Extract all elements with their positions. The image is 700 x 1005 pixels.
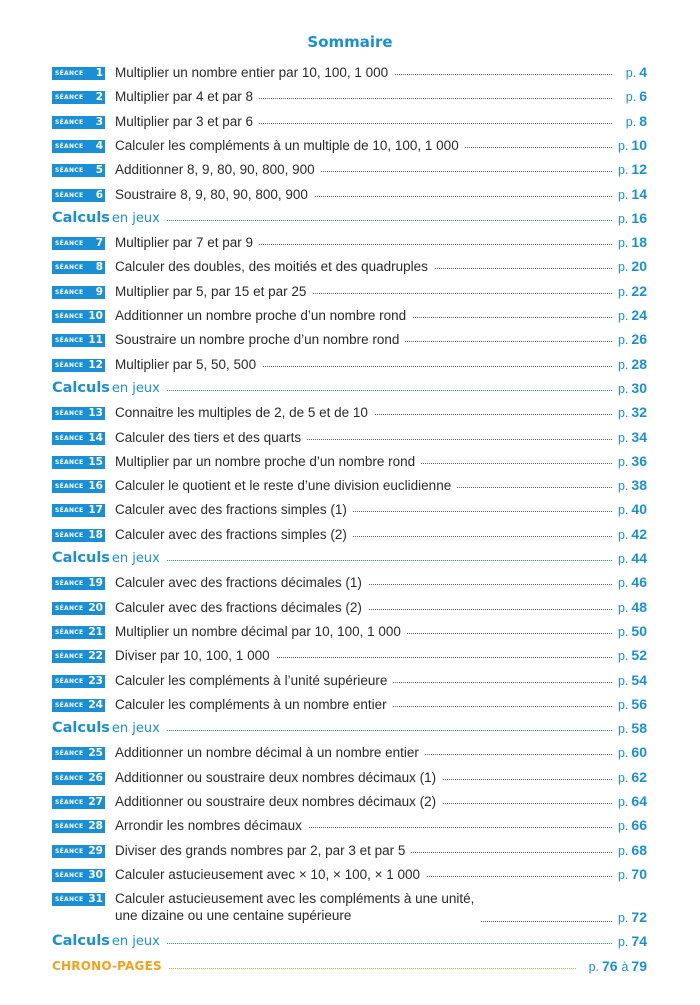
toc-entry-seance-8 [0, 256, 700, 278]
page-reference: p. 50 [614, 623, 647, 641]
page-reference: p. 22 [614, 283, 647, 301]
seance-word: SÉANCE [55, 701, 84, 709]
entry-title: Soustraire un nombre proche d’un nombre rond [115, 331, 405, 348]
seance-number: 11 [88, 334, 103, 347]
page-number: 22 [631, 282, 647, 299]
chrono-pages-label: CHRONO-PAGES [52, 957, 168, 975]
dot-leader [160, 220, 612, 221]
entry-title: Calculer astucieusement avec les compléments à une unité, une dizaine ou une centaine supérieure [115, 890, 480, 924]
seance-badge [52, 820, 105, 833]
page-number: 40 [631, 501, 647, 518]
page-number: 28 [631, 355, 647, 372]
entry-title: Multiplier un nombre décimal par 10, 100, 1 000 [115, 623, 407, 640]
page-number: 4 [639, 64, 647, 80]
entry-title: Additionner un nombre décimal à un nombre entier [115, 744, 425, 761]
page-number: 46 [631, 574, 647, 591]
seance-badge [52, 699, 105, 712]
seance-number: 25 [88, 747, 103, 760]
seance-word: SÉANCE [55, 118, 84, 126]
seance-badge [52, 869, 105, 882]
seance-word: SÉANCE [55, 313, 84, 320]
toc-entry-seance-22 [0, 645, 700, 667]
seance-badge [52, 432, 105, 445]
toc-entry-seance-24 [0, 694, 700, 716]
seance-number: 20 [88, 601, 103, 614]
seance-number: 10 [88, 310, 103, 322]
page-number: 26 [631, 331, 647, 348]
page-number: 72 [631, 909, 647, 926]
entry-title: Additionner ou soustraire deux nombres décimaux (1) [115, 769, 442, 786]
page-number: 62 [631, 768, 647, 785]
entry-title: Multiplier par 5, par 15 et par 25 [115, 283, 312, 300]
seance-number: 28 [88, 820, 103, 833]
page-number: 24 [631, 307, 647, 323]
page-number: 32 [631, 404, 647, 421]
toc-entry-calculs-en-jeux [0, 931, 700, 953]
toc-entry-seance-11 [0, 329, 700, 351]
seance-badge [52, 67, 105, 80]
page-number: 68 [631, 841, 647, 858]
seance-number: 2 [95, 91, 103, 104]
page-title: Sommaire [307, 33, 393, 51]
page-reference: p. 28 [614, 356, 647, 374]
page-reference: p. 42 [614, 526, 647, 544]
entry-title: Calculer astucieusement avec × 10, × 100, × 1 000 [115, 866, 426, 883]
page-number: 38 [631, 477, 647, 494]
toc-entry-seance-12 [0, 354, 700, 376]
seance-word: SÉANCE [55, 774, 84, 782]
toc-entry-seance-20 [0, 597, 700, 619]
seance-number: 1 [95, 67, 103, 79]
seance-number: 31 [88, 893, 103, 906]
seance-number: 17 [88, 504, 103, 517]
toc-entry-calculs-en-jeux [0, 208, 700, 230]
entry-title: Multiplier par 5, 50, 500 [115, 356, 262, 373]
seance-number: 5 [95, 164, 103, 177]
toc-entry-seance-6 [0, 184, 700, 206]
seance-badge [52, 602, 105, 615]
toc-entry-seance-29 [0, 840, 700, 862]
entry-title: Diviser des grands nombres par 2, par 3 et par 5 [115, 842, 411, 859]
toc-entry-seance-26 [0, 767, 700, 789]
page-reference: p. 4 [622, 64, 647, 82]
seance-word: SÉANCE [55, 361, 84, 369]
entry-title: Multiplier par 4 et par 8 [115, 88, 259, 105]
seance-word: SÉANCE [55, 288, 84, 296]
seance-badge [52, 91, 105, 104]
page-reference: p. 12 [614, 161, 647, 179]
seance-word: SÉANCE [55, 458, 84, 466]
page-number: 20 [631, 258, 647, 275]
page-number-start: 76 [602, 957, 618, 974]
seance-word: SÉANCE [55, 142, 84, 150]
toc-entry-seance-31 [0, 888, 700, 930]
entry-title: Calculer des tiers et des quarts [115, 429, 307, 446]
seance-word: SÉANCE [55, 896, 84, 904]
page-number: 12 [631, 161, 647, 178]
seance-word: SÉANCE [55, 191, 84, 199]
page-reference: p. 10 [614, 137, 647, 155]
seance-badge [52, 140, 105, 153]
seance-number: 30 [88, 868, 103, 881]
entry-title: Additionner ou soustraire deux nombres décimaux (2) [115, 793, 442, 810]
page-number: 30 [631, 379, 647, 396]
entry-title: Calculer les compléments à l’unité supérieure [115, 672, 393, 689]
seance-word: SÉANCE [55, 531, 84, 539]
page-number: 14 [631, 185, 647, 202]
entry-title: Calculer le quotient et le reste d’une division euclidienne [115, 477, 457, 494]
page-number-end: 79 [631, 957, 647, 974]
toc-entry-seance-21 [0, 621, 700, 643]
toc-entry-calculs-en-jeux [0, 718, 700, 740]
seance-badge [52, 237, 105, 250]
toc-entry-seance-5 [0, 159, 700, 181]
page-number: 58 [631, 720, 647, 737]
seance-number: 6 [95, 188, 103, 201]
seance-word: SÉANCE [55, 604, 84, 612]
seance-number: 9 [95, 285, 103, 298]
page-reference: p. 34 [614, 429, 647, 447]
seance-number: 21 [88, 625, 103, 638]
seance-number: 7 [95, 237, 103, 250]
page-reference: p. 58 [614, 720, 647, 738]
entry-title: Calculer avec des fractions décimales (2) [115, 599, 368, 616]
toc-entry-seance-3 [0, 111, 700, 133]
seance-badge [52, 189, 105, 202]
entry-title: Multiplier par 3 et par 6 [115, 113, 259, 130]
seance-badge [52, 359, 105, 372]
page-number: 64 [631, 793, 647, 809]
seance-word: SÉANCE [55, 653, 84, 661]
entry-title: Connaitre les multiples de 2, de 5 et de 10 [115, 404, 374, 421]
seance-badge [52, 504, 105, 517]
seance-word: SÉANCE [55, 847, 84, 855]
page-number: 50 [631, 622, 647, 639]
seance-word: SÉANCE [55, 628, 84, 636]
entry-title-line2: une dizaine ou une centaine supérieure [115, 908, 352, 924]
seance-word: SÉANCE [55, 410, 84, 418]
toc-entry-seance-17 [0, 499, 700, 521]
dot-leader [160, 943, 612, 944]
entry-title: Multiplier par 7 et par 9 [115, 234, 259, 251]
seance-badge [52, 796, 105, 809]
page-number: 54 [631, 671, 647, 688]
entry-title: Calculer avec des fractions simples (1) [115, 501, 353, 518]
page-reference: p. 56 [614, 696, 647, 714]
page-reference: p. 48 [614, 599, 647, 617]
toc-entry-seance-18 [0, 524, 700, 546]
seance-number: 14 [88, 431, 103, 444]
seance-badge [52, 529, 105, 542]
seance-word: SÉANCE [55, 70, 84, 77]
page-number: 52 [631, 647, 647, 664]
seance-badge [52, 480, 105, 493]
page-reference: p. 52 [614, 647, 647, 665]
seance-badge [52, 747, 105, 760]
entry-title: Calculer avec des fractions simples (2) [115, 526, 353, 543]
entry-title: Calculer avec des fractions décimales (1) [115, 574, 368, 591]
entry-title: Calculer les compléments à un nombre entier [115, 696, 393, 713]
seance-word: SÉANCE [55, 337, 84, 345]
seance-word: SÉANCE [55, 823, 84, 831]
seance-badge [52, 261, 105, 274]
entry-title: Multiplier par un nombre proche d’un nombre rond [115, 453, 421, 470]
calculs-en-jeux-label: Calculs en jeux [52, 208, 166, 229]
page-reference: p. 38 [614, 477, 647, 495]
seance-number: 16 [88, 480, 103, 493]
calculs-en-jeux-label: Calculs en jeux [52, 378, 166, 399]
toc-entry-seance-7 [0, 232, 700, 254]
page-reference: p. 36 [614, 453, 647, 471]
seance-word: SÉANCE [55, 580, 84, 588]
page-number: 34 [631, 428, 647, 445]
seance-badge [52, 456, 105, 469]
page-range-reference: p. 76 à 79 [585, 958, 647, 976]
entry-title: Multiplier un nombre entier par 10, 100, 1 000 [115, 64, 394, 81]
seance-word: SÉANCE [55, 264, 84, 272]
entry-title: Calculer les compléments à un multiple de 10, 100, 1 000 [115, 137, 465, 154]
seance-badge [52, 116, 105, 129]
seance-number: 8 [95, 261, 103, 274]
seance-word: SÉANCE [55, 483, 84, 491]
seance-number: 26 [88, 771, 103, 784]
entry-title: Diviser par 10, 100, 1 000 [115, 647, 276, 664]
page-number: 48 [631, 598, 647, 615]
seance-badge [52, 310, 105, 323]
page-reference: p. 44 [614, 550, 647, 568]
page-range-word: à [621, 959, 629, 974]
page-reference: p. 16 [614, 210, 647, 228]
toc-entry-seance-10 [0, 305, 700, 327]
seance-number: 27 [88, 796, 103, 808]
seance-number: 19 [88, 577, 103, 590]
seance-number: 24 [88, 698, 103, 711]
page-reference: p. 66 [614, 817, 647, 835]
entry-title: Soustraire 8, 9, 80, 90, 800, 900 [115, 186, 314, 203]
calculs-en-jeux-label: Calculs en jeux [52, 718, 166, 739]
seance-badge [52, 164, 105, 177]
page-reference: p. 72 [614, 909, 647, 927]
toc-entry-seance-23 [0, 670, 700, 692]
toc-entry-seance-9 [0, 281, 700, 303]
seance-number: 15 [88, 455, 103, 468]
toc-entry-chrono-pages [0, 956, 700, 978]
page-reference: p. 74 [614, 933, 647, 951]
page-number: 10 [631, 136, 647, 153]
seance-number: 13 [88, 407, 103, 420]
page-number: 8 [639, 112, 647, 129]
dot-leader [125, 968, 576, 969]
entry-title: Additionner un nombre proche d’un nombre rond [115, 307, 412, 324]
page-number: 36 [631, 452, 647, 469]
page-reference: p. 20 [614, 258, 647, 276]
seance-badge [52, 334, 105, 347]
toc-entry-seance-14 [0, 427, 700, 449]
toc-entry-seance-27 [0, 791, 700, 813]
page-reference: p. 40 [614, 501, 647, 519]
page-reference: p. 30 [614, 380, 647, 398]
page-reference: p. 32 [614, 404, 647, 422]
seance-word: SÉANCE [55, 507, 84, 515]
page-reference: p. 24 [614, 307, 647, 325]
seance-word: SÉANCE [55, 240, 84, 248]
seance-badge [52, 845, 105, 858]
page-number: 74 [631, 933, 647, 950]
toc-entry-seance-28 [0, 815, 700, 837]
seance-word: SÉANCE [55, 434, 84, 442]
dot-leader [160, 560, 612, 561]
seance-number: 23 [88, 674, 103, 687]
page-reference: p. 8 [622, 113, 647, 131]
page-reference: p. 6 [622, 88, 647, 106]
page-reference: p. 62 [614, 769, 647, 787]
page-number: 44 [631, 550, 647, 566]
seance-number: 12 [88, 358, 103, 371]
seance-number: 18 [88, 528, 103, 541]
dot-leader [160, 730, 612, 731]
page-reference: p. 14 [614, 186, 647, 204]
seance-badge [52, 286, 105, 299]
page-reference: p. 60 [614, 744, 647, 762]
page-number: 18 [631, 234, 647, 251]
seance-badge [52, 407, 105, 420]
page-number: 56 [631, 695, 647, 712]
seance-badge [52, 626, 105, 639]
seance-number: 3 [95, 115, 103, 128]
page-reference: p. 70 [614, 866, 647, 884]
page-reference: p. 26 [614, 331, 647, 349]
toc-entry-seance-19 [0, 572, 700, 594]
page-reference: p. 68 [614, 842, 647, 860]
entry-title: Additionner 8, 9, 80, 90, 800, 900 [115, 161, 321, 178]
toc-entry-seance-13 [0, 402, 700, 424]
toc-entry-seance-15 [0, 451, 700, 473]
seance-word: SÉANCE [55, 871, 84, 879]
page-number: 6 [639, 88, 647, 105]
seance-badge [52, 772, 105, 785]
seance-word: SÉANCE [55, 799, 84, 806]
page-reference: p. 18 [614, 234, 647, 252]
page-reference: p. 54 [614, 672, 647, 690]
dot-leader [160, 390, 612, 391]
toc-entry-seance-4 [0, 135, 700, 157]
toc-entry-calculs-en-jeux [0, 378, 700, 400]
calculs-en-jeux-label: Calculs en jeux [52, 931, 166, 952]
entry-title: Arrondir les nombres décimaux [115, 817, 308, 834]
seance-word: SÉANCE [55, 94, 84, 102]
seance-word: SÉANCE [55, 167, 84, 175]
page-number: 42 [631, 525, 647, 542]
seance-word: SÉANCE [55, 750, 84, 758]
page-reference: p. 46 [614, 574, 647, 592]
calculs-en-jeux-label: Calculs en jeux [52, 548, 166, 569]
toc-entry-seance-2 [0, 86, 700, 108]
seance-number: 4 [95, 139, 103, 152]
toc-entry-calculs-en-jeux [0, 548, 700, 570]
seance-number: 29 [88, 844, 103, 857]
seance-badge [52, 577, 105, 590]
toc-entry-seance-1 [0, 62, 700, 84]
page-number: 70 [631, 865, 647, 882]
toc-entry-seance-16 [0, 475, 700, 497]
page-number: 66 [631, 817, 647, 834]
page-reference: p. 64 [614, 793, 647, 811]
page-number: 16 [631, 209, 647, 226]
seance-number: 22 [88, 650, 103, 663]
seance-badge [52, 650, 105, 663]
toc-entry-seance-30 [0, 864, 700, 886]
entry-title: Calculer des doubles, des moitiés et des quadruples [115, 258, 434, 275]
seance-word: SÉANCE [55, 677, 84, 685]
toc-entry-seance-25 [0, 742, 700, 764]
page-number: 60 [631, 744, 647, 761]
seance-badge [52, 893, 105, 906]
seance-badge [52, 675, 105, 688]
